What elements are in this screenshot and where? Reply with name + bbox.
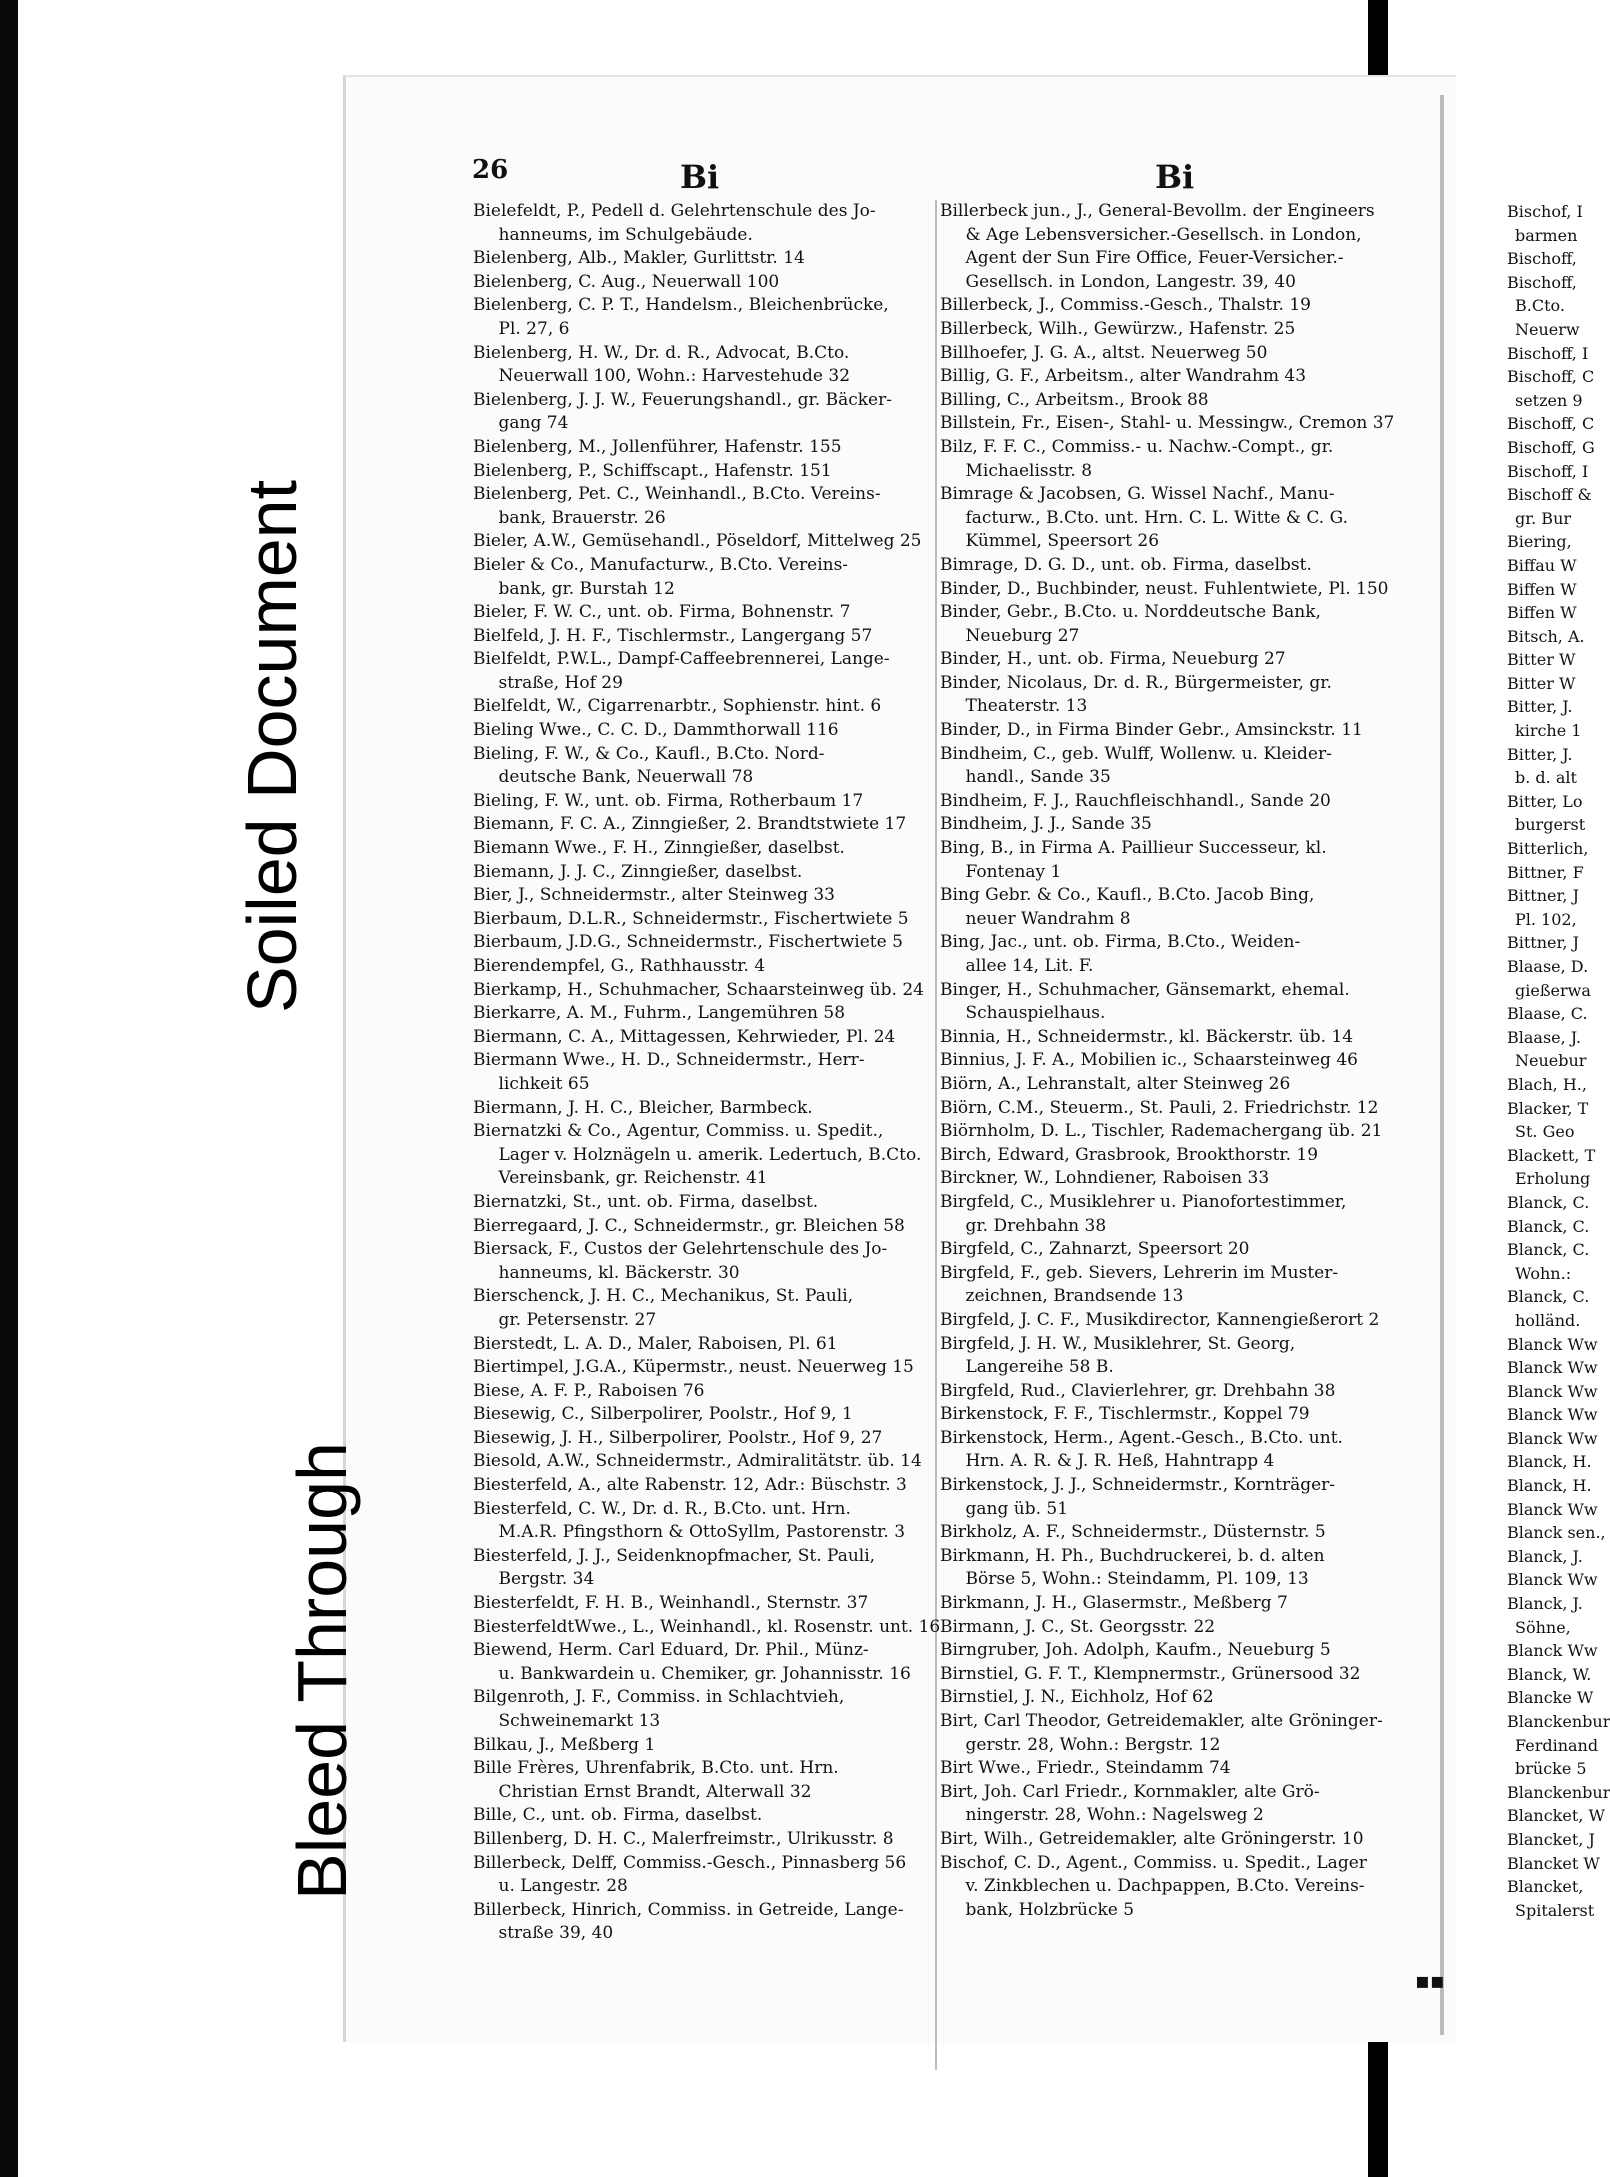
directory-entry: Bielenberg, J. J. W., Feuerungshandl., gr. Bäcker- <box>473 389 892 410</box>
directory-entry: Birnstiel, J. N., Eichholz, Hof 62 <box>940 1687 1214 1708</box>
directory-entry: Biese, A. F. P., Raboisen 76 <box>473 1380 705 1401</box>
directory-column-right <box>940 200 1420 1922</box>
directory-entry: Bitter W <box>1507 650 1576 670</box>
directory-entry: Biörn, C.M., Steuerm., St. Pauli, 2. Friedrichstr. 12 <box>940 1097 1379 1118</box>
directory-entry: Bille Frères, Uhrenfabrik, B.Cto. unt. Hrn. <box>473 1758 839 1779</box>
directory-entry: Bierstedt, L. A. D., Maler, Raboisen, Pl. 61 <box>473 1333 838 1354</box>
directory-entry: Bielenberg, M., Jollenführer, Hafenstr. 155 <box>473 436 842 457</box>
scan-border-right-top <box>1368 0 1388 78</box>
directory-entry: Neuerwall 100, Wohn.: Harvestehude 32 <box>473 366 851 387</box>
directory-entry: Bischof, I <box>1507 202 1583 221</box>
directory-entry: Biffen W <box>1507 603 1577 623</box>
directory-entry: Bielefeldt, P., Pedell d. Gelehrtenschule des Jo- <box>473 201 876 221</box>
directory-entry: Bielenberg, C. Aug., Neuerwall 100 <box>473 271 780 292</box>
directory-entry: Biermann, C. A., Mittagessen, Kehrwieder, Pl. 24 <box>473 1026 896 1047</box>
directory-entry: Birmann, J. C., St. Georgsstr. 22 <box>940 1616 1216 1637</box>
directory-entry: Bierkarre, A. M., Fuhrm., Langemühren 58 <box>473 1003 846 1024</box>
directory-entry: Binnius, J. F. A., Mobilien ic., Schaarsteinweg 46 <box>940 1050 1358 1071</box>
directory-entry: Billerbeck, Wilh., Gewürzw., Hafenstr. 25 <box>940 318 1296 339</box>
directory-entry: barmen <box>1507 225 1578 245</box>
directory-entry: Binnia, H., Schneidermstr., kl. Bäckerstr. üb. 14 <box>940 1026 1354 1047</box>
directory-entry: Bilz, F. F. C., Commiss.- u. Nachw.-Compt., gr. <box>940 436 1334 457</box>
directory-entry: Bischoff, C <box>1507 367 1595 387</box>
directory-entry: Pl. 27, 6 <box>473 318 570 339</box>
directory-entry: Biernatzki, St., unt. ob. Firma, daselbst. <box>473 1191 819 1212</box>
directory-entry: gießerwa <box>1507 980 1591 1000</box>
directory-entry: Bittner, J <box>1507 933 1579 953</box>
directory-entry: Bing, B., in Firma A. Paillieur Successeur, kl. <box>940 838 1327 859</box>
directory-entry: Bieling Wwe., C. C. D., Dammthorwall 116 <box>473 720 839 741</box>
directory-entry: allee 14, Lit. F. <box>940 956 1094 976</box>
directory-entry: Blacker, T <box>1507 1098 1589 1118</box>
directory-entry: Gesellsch. in London, Langestr. 39, 40 <box>940 271 1296 292</box>
directory-entry: kirche 1 <box>1507 721 1582 741</box>
directory-entry: Blanck, H. <box>1507 1452 1592 1472</box>
directory-entry: Bielfeld, J. H. F., Tischlermstr., Langergang 57 <box>473 625 873 646</box>
directory-entry: Bielenberg, Pet. C., Weinhandl., B.Cto. Vereins- <box>473 484 881 505</box>
directory-entry: Bielfeldt, W., Cigarrenarbtr., Sophienstr. hint. 6 <box>473 696 882 717</box>
directory-entry: Biemann Wwe., F. H., Zinngießer, daselbst. <box>473 838 845 859</box>
directory-entry: Bilkau, J., Meßberg 1 <box>473 1734 656 1755</box>
directory-entry: gr. Petersenstr. 27 <box>473 1309 657 1330</box>
directory-entry: Biernatzki & Co., Agentur, Commiss. u. Spedit., <box>473 1121 884 1142</box>
directory-entry: Blanck, H. <box>1507 1476 1592 1496</box>
directory-entry: Birgfeld, C., Musiklehrer u. Pianofortestimmer, <box>940 1191 1347 1212</box>
directory-entry: Blaase, C. <box>1507 1004 1588 1024</box>
directory-entry: Blaase, J. <box>1507 1027 1582 1047</box>
directory-entry: v. Zinkblechen u. Dachpappen, B.Cto. Vereins- <box>940 1876 1365 1897</box>
directory-entry: Biersack, F., Custos der Gelehrtenschule des Jo- <box>473 1239 888 1260</box>
directory-entry: Blanck Ww <box>1507 1405 1598 1425</box>
directory-entry: Blanck Ww <box>1507 1428 1598 1448</box>
corner-mark: ▪▪ <box>1415 1968 1445 1994</box>
directory-entry: Billerbeck, J., Commiss.-Gesch., Thalstr. 19 <box>940 295 1311 316</box>
directory-entry: Binder, H., unt. ob. Firma, Neueburg 27 <box>940 649 1286 670</box>
directory-entry: Birt, Carl Theodor, Getreidemakler, alte Gröninger- <box>940 1711 1383 1731</box>
directory-entry: Bischoff, <box>1507 272 1577 292</box>
directory-entry: Binger, H., Schuhmacher, Gänsemarkt, ehemal. <box>940 979 1350 1000</box>
directory-entry: Biesterfeld, A., alte Rabenstr. 12, Adr.: Büschstr. 3 <box>473 1475 907 1496</box>
directory-entry: Agent der Sun Fire Office, Feuer-Versicher.- <box>940 248 1344 269</box>
directory-entry: ningerstr. 28, Wohn.: Nagelsweg 2 <box>940 1805 1264 1826</box>
directory-entry: Lager v. Holznägeln u. amerik. Ledertuch, B.Cto. <box>473 1144 922 1165</box>
directory-entry: Bittner, J <box>1507 886 1579 906</box>
directory-entry: Blanck, J. <box>1507 1594 1583 1614</box>
directory-entry: brücke 5 <box>1507 1759 1587 1779</box>
directory-entry: Blanck, W. <box>1507 1664 1592 1684</box>
directory-entry: Hrn. A. R. & J. R. Heß, Hahntrapp 4 <box>940 1451 1275 1472</box>
directory-entry: Bielenberg, Alb., Makler, Gurlittstr. 14 <box>473 248 805 269</box>
directory-entry: Biesewig, J. H., Silberpolirer, Poolstr., Hof 9, 27 <box>473 1427 883 1448</box>
directory-entry: Blanck, J. <box>1507 1546 1583 1566</box>
directory-entry: Blanck, C. <box>1507 1240 1590 1260</box>
directory-entry: Blanck, C. <box>1507 1216 1590 1236</box>
directory-entry: Erholung <box>1507 1169 1591 1189</box>
directory-entry: Schweinemarkt 13 <box>473 1711 661 1731</box>
directory-entry: burgerst <box>1507 815 1586 835</box>
directory-entry: setzen 9 <box>1507 390 1583 410</box>
directory-entry: u. Bankwardein u. Chemiker, gr. Johannisstr. 16 <box>473 1663 911 1684</box>
directory-entry: neuer Wandrahm 8 <box>940 908 1131 929</box>
directory-entry: deutsche Bank, Neuerwall 78 <box>473 767 754 788</box>
directory-entry: Binder, D., in Firma Binder Gebr., Amsinckstr. 11 <box>940 720 1363 741</box>
directory-entry: Birgfeld, F., geb. Sievers, Lehrerin im Muster- <box>940 1262 1339 1283</box>
directory-entry: Biemann, F. C. A., Zinngießer, 2. Brandtstwiete 17 <box>473 814 907 835</box>
directory-entry: Neuerw <box>1507 319 1580 339</box>
directory-entry: Bitsch, A. <box>1507 626 1585 646</box>
directory-entry: Biermann, J. H. C., Bleicher, Barmbeck. <box>473 1097 813 1118</box>
directory-entry: Blanck, C. <box>1507 1192 1590 1212</box>
directory-entry: Billhoefer, J. G. A., altst. Neuerweg 50 <box>940 342 1268 363</box>
bleed-through-label: Bleed Through <box>283 1442 361 1900</box>
directory-entry: Bielenberg, H. W., Dr. d. R., Advocat, B.Cto. <box>473 342 850 363</box>
directory-entry: facturw., B.Cto. unt. Hrn. C. L. Witte & C. G. <box>940 507 1348 528</box>
directory-entry: Birkenstock, J. J., Schneidermstr., Kornträger- <box>940 1475 1336 1496</box>
directory-entry: gang üb. 51 <box>940 1498 1069 1519</box>
directory-entry: Birt Wwe., Friedr., Steindamm 74 <box>940 1758 1231 1779</box>
directory-entry: Bitter, J. <box>1507 744 1573 764</box>
directory-entry: Billstein, Fr., Eisen-, Stahl- u. Messingw., Cremon 37 <box>940 413 1395 434</box>
directory-entry: Bieler & Co., Manufacturw., B.Cto. Vereins- <box>473 554 849 575</box>
directory-entry: Biering, <box>1507 532 1572 552</box>
directory-entry: Biörn, A., Lehranstalt, alter Steinweg 26 <box>940 1073 1291 1094</box>
directory-entry: b. d. alt <box>1507 768 1577 788</box>
directory-entry: hanneums, im Schulgebäude. <box>473 224 753 245</box>
directory-entry: Wohn.: <box>1507 1263 1572 1283</box>
directory-entry: Billerbeck jun., J., General-Bevollm. der Engineers <box>940 201 1375 221</box>
directory-entry: Blackett, T <box>1507 1145 1596 1165</box>
directory-entry: Pl. 102, <box>1507 909 1577 929</box>
directory-entry: Blanckenbur <box>1507 1782 1610 1802</box>
directory-entry: hanneums, kl. Bäckerstr. 30 <box>473 1262 740 1283</box>
directory-entry: Bischoff, I <box>1507 461 1589 481</box>
directory-entry: Biesterfeld, J. J., Seidenknopfmacher, St. Pauli, <box>473 1545 876 1566</box>
directory-entry: Bitter W <box>1507 673 1576 693</box>
directory-entry: Binder, D., Buchbinder, neust. Fuhlentwiete, Pl. 150 <box>940 578 1389 599</box>
directory-entry: B.Cto. <box>1507 296 1565 316</box>
directory-entry: Birgfeld, C., Zahnarzt, Speersort 20 <box>940 1239 1250 1260</box>
directory-entry: Blancket W <box>1507 1853 1600 1873</box>
directory-entry: Bischoff, C <box>1507 414 1595 434</box>
directory-entry: Bimrage & Jacobsen, G. Wissel Nachf., Manu- <box>940 484 1335 505</box>
directory-entry: Bindheim, J. J., Sande 35 <box>940 814 1152 835</box>
directory-entry: Bindheim, C., geb. Wulff, Wollenw. u. Kleider- <box>940 743 1332 764</box>
directory-entry: Birgfeld, J. C. F., Musikdirector, Kannengießerort 2 <box>940 1309 1380 1330</box>
directory-entry: Bing Gebr. & Co., Kaufl., B.Cto. Jacob Bing, <box>940 885 1315 906</box>
directory-entry: Bischoff, <box>1507 249 1577 269</box>
directory-entry: lichkeit 65 <box>473 1073 590 1094</box>
directory-entry: gerstr. 28, Wohn.: Bergstr. 12 <box>940 1734 1221 1755</box>
directory-entry: Blanckenbur <box>1507 1712 1610 1731</box>
directory-entry: BiesterfeldtWwe., L., Weinhandl., kl. Rosenstr. unt. 16 <box>473 1616 941 1637</box>
directory-entry: Birt, Wilh., Getreidemakler, alte Gröningerstr. 10 <box>940 1828 1364 1849</box>
directory-entry: Biertimpel, J.G.A., Küpermstr., neust. Neuerweg 15 <box>473 1357 914 1378</box>
directory-column-left <box>473 200 943 1946</box>
directory-entry: u. Langestr. 28 <box>473 1876 628 1897</box>
directory-entry: Blancket, <box>1507 1877 1584 1897</box>
directory-entry: Blanck Ww <box>1507 1570 1598 1590</box>
directory-entry: Billig, G. F., Arbeitsm., alter Wandrahm 43 <box>940 366 1307 387</box>
directory-entry: Birgfeld, J. H. W., Musiklehrer, St. Georg, <box>940 1333 1296 1354</box>
directory-entry: Biörnholm, D. L., Tischler, Rademachergang üb. 21 <box>940 1121 1383 1142</box>
directory-entry: bank, Brauerstr. 26 <box>473 507 666 528</box>
directory-entry: Biffau W <box>1507 555 1577 575</box>
directory-entry: St. Geo <box>1507 1122 1575 1142</box>
directory-entry: Bielenberg, C. P. T., Handelsm., Bleichenbrücke, <box>473 295 889 316</box>
directory-entry: Birkenstock, F. F., Tischlermstr., Koppel 79 <box>940 1404 1310 1425</box>
directory-entry: Theaterstr. 13 <box>940 696 1088 717</box>
directory-entry: Birnstiel, G. F. T., Klempnermstr., Grünersood 32 <box>940 1663 1361 1684</box>
scan-border-left <box>0 0 18 2177</box>
directory-entry: Biesold, A.W., Schneidermstr., Admiralitätstr. üb. 14 <box>473 1451 922 1472</box>
running-head-right: Bi <box>1155 158 1195 196</box>
directory-entry: Fontenay 1 <box>940 861 1062 882</box>
directory-entry: Blanck Ww <box>1507 1334 1598 1354</box>
directory-entry: gr. Drehbahn 38 <box>940 1215 1107 1236</box>
directory-entry: Bimrage, D. G. D., unt. ob. Firma, daselbst. <box>940 554 1312 575</box>
directory-entry: Bindheim, F. J., Rauchfleischhandl., Sande 20 <box>940 790 1331 811</box>
directory-entry: Bielfeldt, P.W.L., Dampf-Caffeebrennerei, Lange- <box>473 649 890 670</box>
directory-entry: & Age Lebensversicher.-Gesellsch. in London, <box>940 224 1362 245</box>
directory-entry: Biemann, J. J. C., Zinngießer, daselbst. <box>473 861 803 882</box>
directory-entry: Blanck Ww <box>1507 1358 1598 1378</box>
directory-entry: Binder, Nicolaus, Dr. d. R., Bürgermeister, gr. <box>940 672 1332 693</box>
directory-entry: Billerbeck, Delff, Commiss.-Gesch., Pinnasberg 56 <box>473 1852 907 1873</box>
directory-entry: Birgfeld, Rud., Clavierlehrer, gr. Drehbahn 38 <box>940 1380 1336 1401</box>
directory-entry: gr. Bur <box>1507 508 1572 528</box>
directory-entry: Bille, C., unt. ob. Firma, daselbst. <box>473 1805 763 1826</box>
page-number: 26 <box>472 155 509 185</box>
directory-entry: Bing, Jac., unt. ob. Firma, B.Cto., Weiden- <box>940 932 1301 953</box>
directory-entry: gang 74 <box>473 413 569 434</box>
directory-entry: straße 39, 40 <box>473 1923 614 1944</box>
directory-entry: Birngruber, Joh. Adolph, Kaufm., Neueburg 5 <box>940 1640 1331 1661</box>
directory-entry: Ferdinand <box>1507 1735 1599 1755</box>
directory-entry: Blanck Ww <box>1507 1641 1598 1661</box>
directory-entry: Blanck sen., <box>1507 1523 1606 1543</box>
directory-entry: Billenberg, D. H. C., Malerfreimstr., Ulrikusstr. 8 <box>473 1828 894 1849</box>
directory-entry: Birckner, W., Lohndiener, Raboisen 33 <box>940 1168 1270 1189</box>
directory-entry: Billing, C., Arbeitsm., Brook 88 <box>940 389 1209 410</box>
directory-entry: Neueburg 27 <box>940 625 1080 646</box>
directory-entry: Blach, H., <box>1507 1074 1587 1094</box>
directory-entry: M.A.R. Pfingsthorn & OttoSyllm, Pastorenstr. 3 <box>473 1522 906 1543</box>
directory-entry: bank, Holzbrücke 5 <box>940 1899 1135 1920</box>
directory-entry: Schauspielhaus. <box>940 1003 1106 1024</box>
directory-entry: Birkmann, J. H., Glasermstr., Meßberg 7 <box>940 1593 1288 1614</box>
directory-entry: straße, Hof 29 <box>473 672 623 693</box>
directory-entry: Binder, Gebr., B.Cto. u. Norddeutsche Bank, <box>940 602 1321 623</box>
directory-entry: Bischof, C. D., Agent., Commiss. u. Spedit., Lager <box>940 1852 1367 1873</box>
directory-entry: Blanck Ww <box>1507 1499 1598 1519</box>
directory-entry: Billerbeck, Hinrich, Commiss. in Getreide, Lange- <box>473 1899 904 1920</box>
directory-entry: Blanck Ww <box>1507 1381 1598 1401</box>
directory-entry: Bieler, F. W. C., unt. ob. Firma, Bohnenstr. 7 <box>473 602 851 623</box>
directory-entry: Bischoff & <box>1507 485 1592 505</box>
directory-entry: Blancke W <box>1507 1688 1594 1708</box>
directory-entry: Bieler, A.W., Gemüsehandl., Pöseldorf, Mittelweg 25 <box>473 531 922 552</box>
directory-entry: Christian Ernst Brandt, Alterwall 32 <box>473 1781 812 1802</box>
directory-entry: Bischoff, G <box>1507 437 1595 457</box>
directory-entry: Bierregaard, J. C., Schneidermstr., gr. Bleichen 58 <box>473 1215 905 1236</box>
directory-entry: Birkenstock, Herm., Agent.-Gesch., B.Cto. unt. <box>940 1427 1343 1448</box>
directory-entry: Vereinsbank, gr. Reichenstr. 41 <box>473 1168 768 1189</box>
directory-entry: Birt, Joh. Carl Friedr., Kornmakler, alte Grö- <box>940 1781 1320 1802</box>
directory-entry: Blanck, C. <box>1507 1287 1590 1307</box>
directory-entry: Bitter, J. <box>1507 697 1573 717</box>
directory-entry: Bilgenroth, J. F., Commiss. in Schlachtvieh, <box>473 1687 845 1708</box>
directory-entry: Bieling, F. W., unt. ob. Firma, Rotherbaum 17 <box>473 790 864 811</box>
directory-entry: Kümmel, Speersort 26 <box>940 531 1160 552</box>
directory-entry: Blancket, J <box>1507 1829 1595 1849</box>
directory-entry: Bergstr. 34 <box>473 1569 595 1590</box>
directory-entry: Bitter, Lo <box>1507 791 1583 811</box>
directory-entry: Spitalerst <box>1507 1900 1595 1920</box>
directory-entry: bank, gr. Burstah 12 <box>473 578 675 599</box>
directory-entry: Bitterlich, <box>1507 839 1589 859</box>
directory-entry: Bierbaum, J.D.G., Schneidermstr., Fischertwiete 5 <box>473 932 903 953</box>
directory-entry: Börse 5, Wohn.: Steindamm, Pl. 109, 13 <box>940 1569 1309 1590</box>
directory-entry: Bier, J., Schneidermstr., alter Steinweg 33 <box>473 885 835 906</box>
directory-entry: Biesterfeld, C. W., Dr. d. R., B.Cto. unt. Hrn. <box>473 1498 851 1519</box>
directory-entry: Bierkamp, H., Schuhmacher, Schaarsteinweg üb. 24 <box>473 979 924 1000</box>
directory-entry: Birch, Edward, Grasbrook, Brookthorstr. 19 <box>940 1144 1319 1165</box>
directory-entry: Bischoff, I <box>1507 343 1589 363</box>
directory-entry: Bittner, F <box>1507 862 1584 882</box>
directory-entry: Langereihe 58 B. <box>940 1357 1114 1378</box>
directory-entry: Bierbaum, D.L.R., Schneidermstr., Fischertwiete 5 <box>473 908 909 929</box>
directory-entry: Birkholz, A. F., Schneidermstr., Düsternstr. 5 <box>940 1522 1326 1543</box>
directory-entry: Michaelisstr. 8 <box>940 460 1093 481</box>
directory-entry: handl., Sande 35 <box>940 767 1111 788</box>
directory-entry: Blancket, W <box>1507 1806 1605 1826</box>
directory-entry: Biffen W <box>1507 579 1577 599</box>
running-head-left: Bi <box>680 158 720 196</box>
directory-entry: holländ. <box>1507 1310 1581 1330</box>
directory-entry: Biewend, Herm. Carl Eduard, Dr. Phil., Münz- <box>473 1640 869 1661</box>
directory-entry: Biesewig, C., Silberpolirer, Poolstr., Hof 9, 1 <box>473 1404 853 1425</box>
directory-entry: Neuebur <box>1507 1051 1587 1071</box>
directory-entry: zeichnen, Brandsende 13 <box>940 1286 1184 1307</box>
directory-entry: Bieling, F. W., & Co., Kaufl., B.Cto. Nord- <box>473 743 825 764</box>
soiled-document-label: Soiled Document <box>233 479 311 1013</box>
directory-column-next-page <box>1507 200 1610 1922</box>
directory-entry: Blaase, D. <box>1507 957 1589 976</box>
directory-entry: Söhne, <box>1507 1617 1571 1637</box>
page-fold-edge <box>1440 95 1444 2035</box>
directory-entry: Bielenberg, P., Schiffscapt., Hafenstr. 151 <box>473 460 832 481</box>
directory-entry: Biermann Wwe., H. D., Schneidermstr., Herr- <box>473 1050 865 1071</box>
directory-entry: Birkmann, H. Ph., Buchdruckerei, b. d. alten <box>940 1545 1325 1566</box>
directory-entry: Bierendempfel, G., Rathhausstr. 4 <box>473 956 766 976</box>
directory-entry: Biesterfeldt, F. H. B., Weinhandl., Sternstr. 37 <box>473 1593 869 1614</box>
directory-entry: Bierschenck, J. H. C., Mechanikus, St. Pauli, <box>473 1286 854 1307</box>
